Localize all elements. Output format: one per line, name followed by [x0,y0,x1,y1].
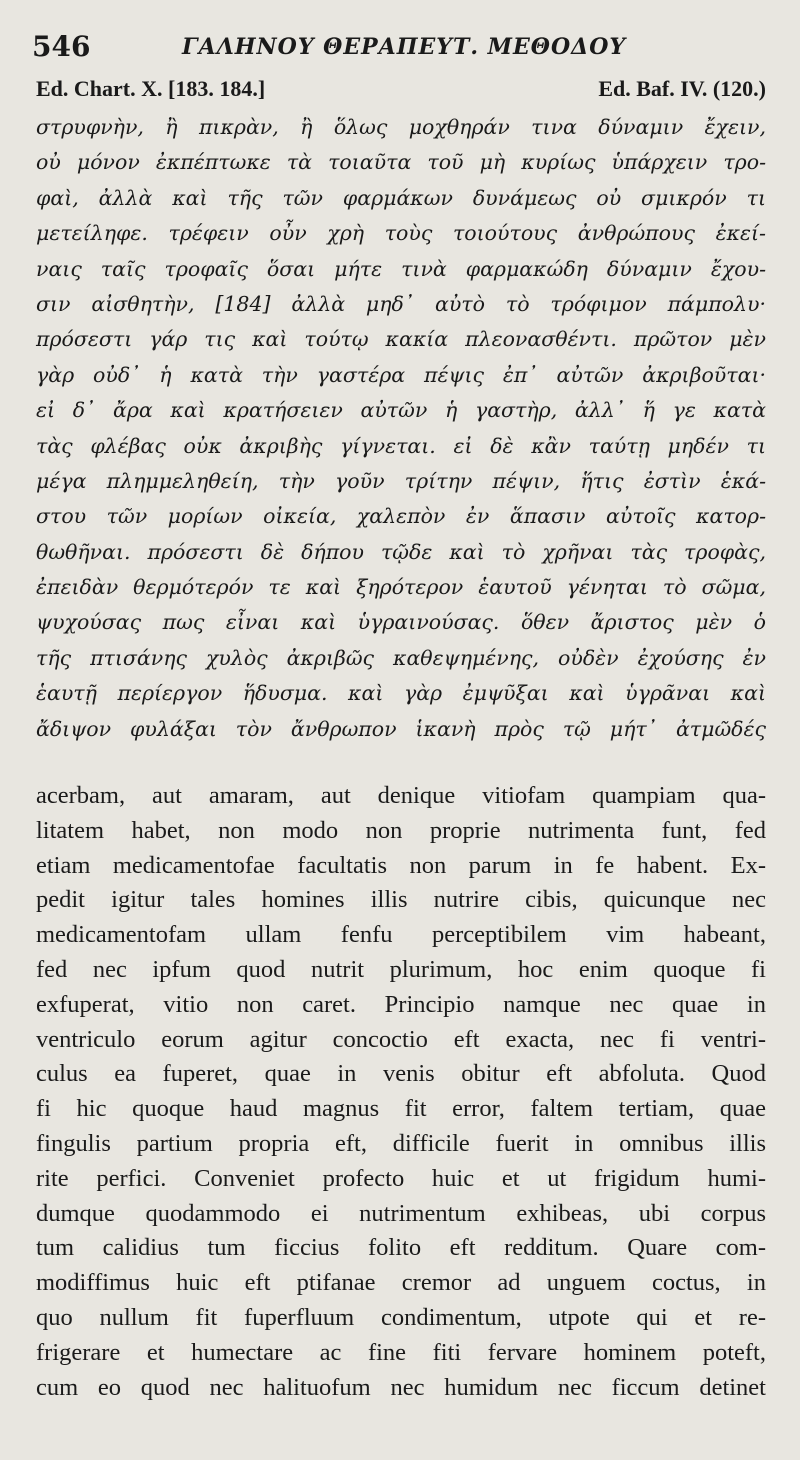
latin-text-line: quo nullum fit fuperfluum condimentum, utpote qui et re- [36,1303,766,1331]
greek-text-line: ναις ταῖς τροφαῖς ὅσαι μήτε τινὰ φαρμακώδη δύναμιν ἔχου- [36,256,766,281]
greek-text-line: ἑαυτῇ περίεργον ἥδυσμα. καὶ γὰρ ἐμψῦξαι καὶ ὑγρᾶναι καὶ [36,681,766,706]
greek-text-line: τὰς φλέβας οὐκ ἀκριβὴς γίγνεται. εἰ δὲ κἂν ταύτῃ μηδέν τι [36,433,766,458]
greek-text-line: στου τῶν μορίων οἰκεία, χαλεπὸν ἐν ἅπασιν αὐτοῖς κατορ- [36,504,766,529]
latin-text-line: frigerare et humectare ac fine fiti fervare hominem poteft, [36,1338,766,1366]
greek-text-line: εἰ δ᾽ ἄρα καὶ κρατήσειεν αὐτῶν ἡ γαστὴρ, ἀλλ᾽ ἥ γε κατὰ [36,398,766,423]
latin-text-line: medicamentofam ullam fenfu perceptibilem vim habeant, [36,921,766,949]
latin-text-line: exfuperat, vitio non caret. Principio namque nec quae in [36,990,766,1018]
running-title: ΓΑΛΗΝΟΥ ΘΕΡΑΠΕΥΤ. ΜΕΘΟΔΟΥ [182,34,627,60]
latin-text-line: fingulis partium propria eft, difficile fuerit in omnibus illis [36,1129,766,1157]
edition-references [36,76,766,106]
greek-text-line: στρυφνὴν, ἢ πικρὰν, ἢ ὅλως μοχθηράν τινα δύναμιν ἔχειν, [36,115,766,139]
greek-text-line: πρόσεστι γάρ τις καὶ τούτῳ κακία πλεονασθέντι. πρῶτον μὲν [36,327,766,352]
latin-text-block [36,779,766,1405]
greek-text-line: ψυχούσας πως εἶναι καὶ ὑγραινούσας. ὅθεν ἄριστος μὲν ὁ [36,610,766,635]
greek-text-line: μέγα πλημμεληθείη, τὴν γοῦν τρίτην πέψιν, ἥτις ἐστὶν ἑκά- [36,468,766,493]
latin-text-line: tum calidius tum ficcius folito eft redditum. Quare com- [36,1234,766,1262]
edition-reference-left: Ed. Chart. X. [183. 184.] [36,76,266,101]
greek-text-line: ἄδιψον φυλάξαι τὸν ἄνθρωπον ἱκανὴ πρὸς τῷ μήτ᾽ ἀτμῶδές [36,716,766,741]
latin-text-line: fed nec ipfum quod nutrit plurimum, hoc enim quoque fi [36,955,766,983]
latin-text-line: culus ea fuperet, quae in venis obitur eft abfoluta. Quod [36,1060,766,1088]
page-number: 546 [32,30,91,63]
greek-text-line: σιν αἰσθητὴν, [184] ἀλλὰ μηδ᾽ αὐτὸ τὸ τρόφιμον πάμπολυ· [36,291,766,316]
greek-text-line: μετείληφε. τρέφειν οὖν χρὴ τοὺς τοιούτους ἀνθρώπους ἐκεί- [36,221,766,246]
greek-text-line: ἐπειδὰν θερμότερόν τε καὶ ξηρότερον ἑαυτοῦ γένηται τὸ σῶμα, [36,575,766,600]
latin-text-line: acerbam, aut amaram, aut denique vitiofam quampiam qua- [36,782,766,809]
edition-reference-right: Ed. Baf. IV. (120.) [598,76,766,101]
greek-text-line: θωθῆναι. πρόσεστι δὲ δήπου τῷδε καὶ τὸ χρῆναι τὰς τροφὰς, [36,539,766,564]
latin-text-line: etiam medicamentofae facultatis non parum in fe habent. Ex- [36,851,766,879]
greek-text-block [36,110,766,747]
latin-text-line: litatem habet, non modo non proprie nutrimenta funt, fed [36,816,766,844]
latin-text-line: cum eo quod nec halituofum nec humidum nec ficcum detinet [36,1373,766,1401]
latin-text-line: fi hic quoque haud magnus fit error, faltem tertiam, quae [36,1095,766,1123]
greek-text-line: φαὶ, ἀλλὰ καὶ τῆς τῶν φαρμάκων δυνάμεως οὐ σμικρόν τι [36,185,766,210]
latin-text-line: modiffimus huic eft ptifanae cremor ad unguem coctus, in [36,1269,766,1297]
greek-text-line: οὐ μόνον ἐκπέπτωκε τὰ τοιαῦτα τοῦ μὴ κυρίως ὑπάρχειν τρο- [36,150,766,175]
greek-text-line: τῆς πτισάνης χυλὸς ἀκριβῶς καθεψημένης, οὐδὲν ἐχούσης ἐν [36,645,766,670]
latin-text-line: ventriculo eorum agitur concoctio eft exacta, nec fi ventri- [36,1025,766,1053]
latin-text-line: pedit igitur tales homines illis nutrire cibis, quicunque nec [36,886,766,914]
greek-text-line: γὰρ οὐδ᾽ ἡ κατὰ τὴν γαστέρα πέψις ἐπ᾽ αὐτῶν ἀκριβοῦται· [36,362,766,387]
latin-text-line: rite perfici. Conveniet profecto huic et ut frigidum humi- [36,1164,766,1192]
latin-text-line: dumque quodammodo ei nutrimentum exhibeas, ubi corpus [36,1199,766,1227]
running-head [32,28,772,64]
